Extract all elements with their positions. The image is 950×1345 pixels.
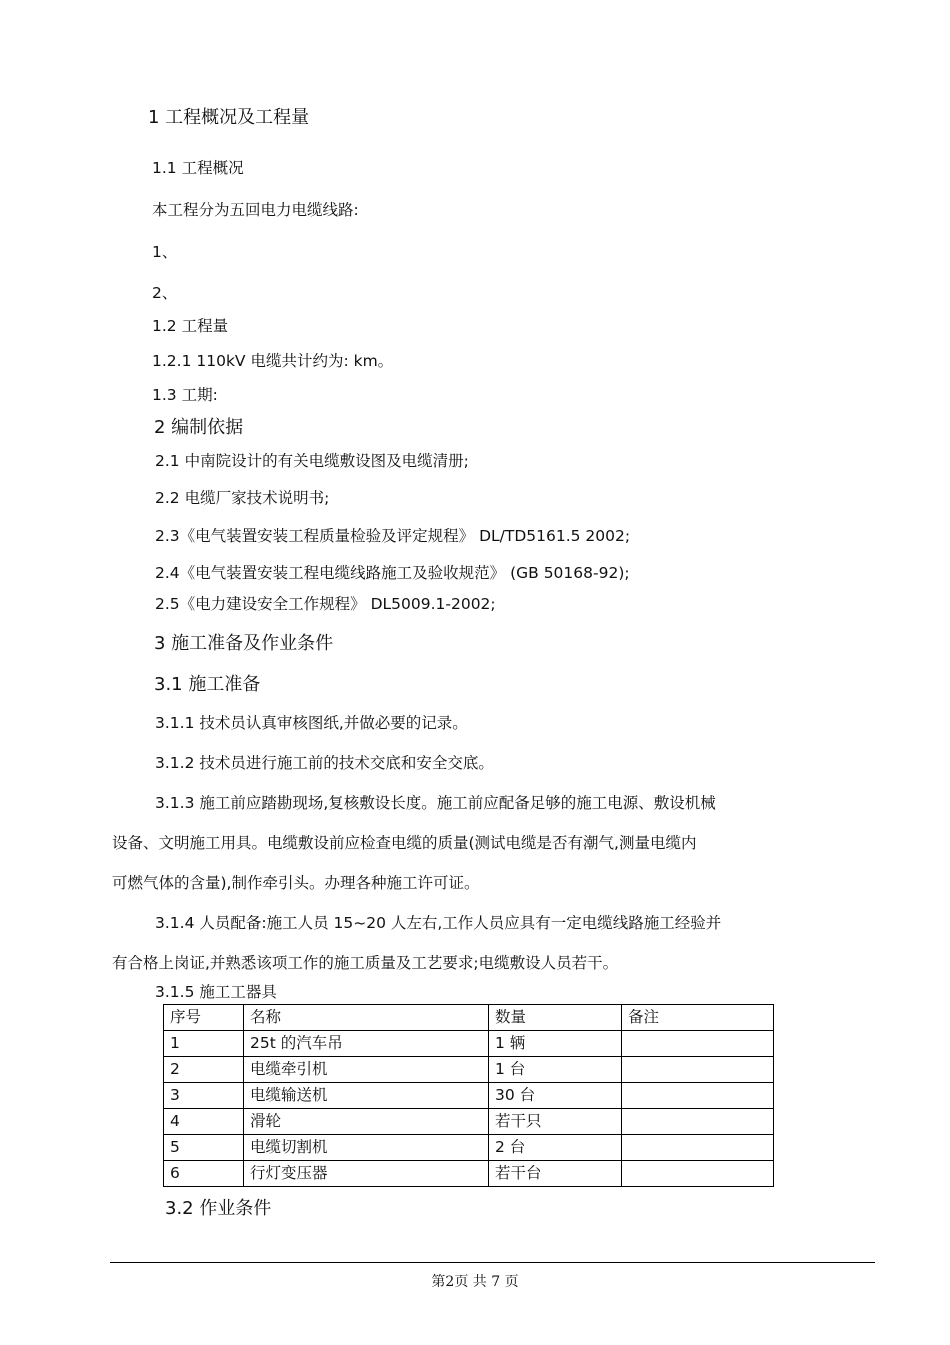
section-3-1-1-text: 3.1.1 技术员认真审核图纸,并做必要的记录。 [155, 714, 468, 732]
cell-index: 4 [164, 1109, 244, 1135]
section-3-title: 3 施工准备及作业条件 [154, 633, 334, 654]
page-number: 第2页 共 7 页 [431, 1274, 519, 1290]
section-1-1-heading: 1.1 工程概况 [152, 159, 244, 177]
section-1-1-text: 本工程分为五回电力电缆线路: [152, 201, 359, 219]
cell-remark [622, 1135, 774, 1161]
section-1-item-2: 2、 [152, 284, 178, 302]
header-index: 序号 [164, 1005, 244, 1031]
cell-quantity: 若干只 [489, 1109, 622, 1135]
section-3-1-heading: 3.1 施工准备 [154, 674, 261, 695]
cell-index: 6 [164, 1161, 244, 1187]
section-3-1-4-line-1: 3.1.4 人员配备:施工人员 15~20 人左右,工作人员应具有一定电缆线路施工经验并 [155, 914, 722, 932]
cell-quantity: 1 台 [489, 1057, 622, 1083]
section-3-2-heading: 3.2 作业条件 [165, 1198, 272, 1219]
table-row [164, 1135, 774, 1161]
section-3-1-4-line-2: 有合格上岗证,并熟悉该项工作的施工质量及工艺要求;电缆敷设人员若干。 [112, 954, 619, 972]
section-2-3-text: 2.3《电气装置安装工程质量检验及评定规程》 DL/TD5161.5 2002; [155, 527, 631, 545]
cell-remark [622, 1031, 774, 1057]
header-quantity: 数量 [489, 1005, 622, 1031]
section-1-2-heading: 1.2 工程量 [152, 317, 229, 335]
cell-remark [622, 1057, 774, 1083]
tools-table [163, 1004, 774, 1187]
cell-index: 3 [164, 1083, 244, 1109]
cell-name: 电缆牵引机 [244, 1057, 489, 1083]
cell-index: 2 [164, 1057, 244, 1083]
section-2-title: 2 编制依据 [154, 417, 244, 438]
section-3-1-5-heading: 3.1.5 施工工器具 [155, 983, 277, 1001]
section-2-1-text: 2.1 中南院设计的有关电缆敷设图及电缆清册; [155, 452, 469, 470]
cell-quantity: 2 台 [489, 1135, 622, 1161]
cell-name: 25t 的汽车吊 [244, 1031, 489, 1057]
cell-index: 1 [164, 1031, 244, 1057]
footer-divider [110, 1262, 875, 1263]
cell-quantity: 30 台 [489, 1083, 622, 1109]
table-row [164, 1083, 774, 1109]
section-1-item-1: 1、 [152, 243, 178, 261]
section-2-5-text: 2.5《电力建设安全工作规程》 DL5009.1-2002; [155, 595, 496, 613]
cell-name: 行灯变压器 [244, 1161, 489, 1187]
table-row [164, 1109, 774, 1135]
cell-remark [622, 1109, 774, 1135]
cell-remark [622, 1161, 774, 1187]
cell-quantity: 若干台 [489, 1161, 622, 1187]
section-3-1-3-line-2: 设备、文明施工用具。电缆敷设前应检查电缆的质量(测试电缆是否有潮气,测量电缆内 [112, 834, 697, 852]
cell-index: 5 [164, 1135, 244, 1161]
cell-name: 电缆输送机 [244, 1083, 489, 1109]
table-row [164, 1161, 774, 1187]
cell-name: 滑轮 [244, 1109, 489, 1135]
section-3-1-3-line-1: 3.1.3 施工前应踏勘现场,复核敷设长度。施工前应配备足够的施工电源、敷设机械 [155, 794, 716, 812]
section-2-4-text: 2.4《电气装置安装工程电缆线路施工及验收规范》 (GB 50168-92); [155, 564, 630, 582]
cell-remark [622, 1083, 774, 1109]
section-3-1-3-line-3: 可燃气体的含量),制作牵引头。办理各种施工许可证。 [112, 874, 480, 892]
section-2-2-text: 2.2 电缆厂家技术说明书; [155, 489, 330, 507]
table-row [164, 1057, 774, 1083]
table-header-row [164, 1005, 774, 1031]
section-1-3-heading: 1.3 工期: [152, 386, 218, 404]
cell-name: 电缆切割机 [244, 1135, 489, 1161]
section-1-title: 1 工程概况及工程量 [148, 107, 310, 128]
section-3-1-2-text: 3.1.2 技术员进行施工前的技术交底和安全交底。 [155, 754, 494, 772]
header-remark: 备注 [622, 1005, 774, 1031]
section-1-2-1-text: 1.2.1 110kV 电缆共计约为: km。 [152, 352, 394, 370]
header-name: 名称 [244, 1005, 489, 1031]
cell-quantity: 1 辆 [489, 1031, 622, 1057]
table-row [164, 1031, 774, 1057]
